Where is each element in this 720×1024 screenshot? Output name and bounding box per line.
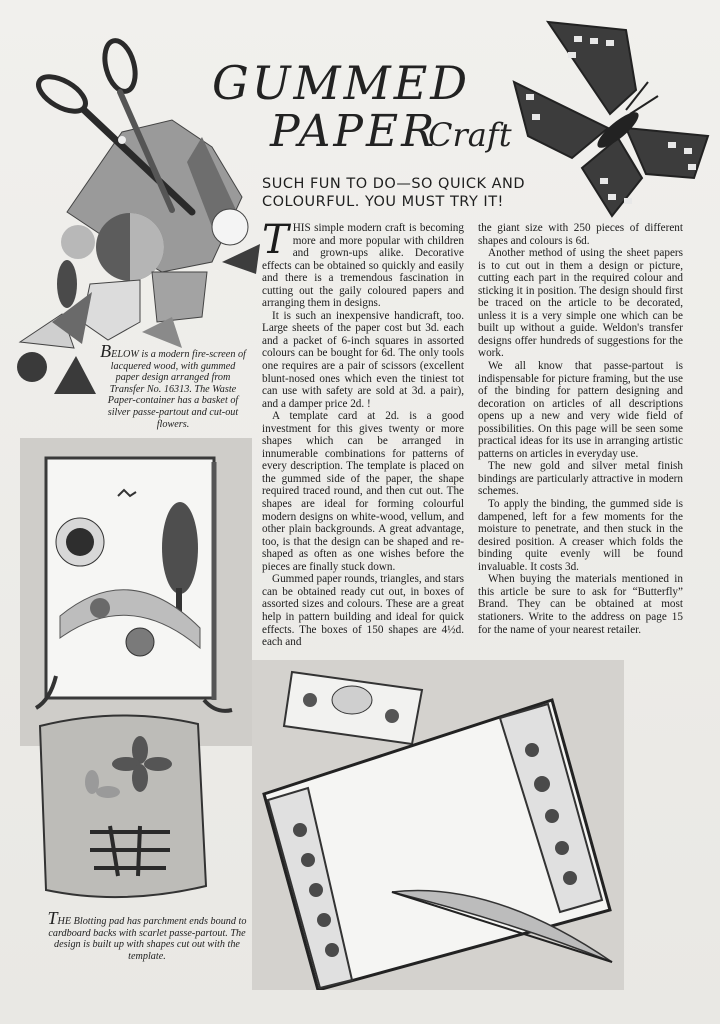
article-paragraph: HIS simple modern craft is becoming more and more popular with children and grown-ups alike. Decorative effects can be obtained so quickly and easily and there is a tremendous fascination in cutting out the gaily coloured papers and arranging them in designs. xyxy=(262,222,464,310)
article-paragraph: Another method of using the sheet papers is to cut out in them a design or picture, cutting each part in the required colour and sticking it in position. The design should first be traced on the article to be decorated, unless it is a very simple one which can be built up without a guide. Weldon's transfer designs offer hundreds of suggestions for the work. xyxy=(478,247,683,360)
article-paragraph: When buying the materials mentioned in this article be sure to ask for “Butterfly” Brand. They can be obtained at most stationers. Write to the address on page 15 for the name of your nearest retailer. xyxy=(478,573,683,636)
caption-dropcap: T xyxy=(47,908,58,928)
subtitle: SUCH FUN TO DO—SO QUICK AND COLOURFUL. YOU MUST TRY IT! xyxy=(262,176,526,210)
article-dropcap: T xyxy=(262,217,289,263)
article-paragraph: To apply the binding, the gummed side is dampened, left for a few moments for the moisture to penetrate, and then stuck in the desired position. A creaser which folds the binding quite evenly will be found invaluable. It costs 3d. xyxy=(478,498,683,573)
title-craft: Craft xyxy=(428,116,512,154)
caption-dropcap: B xyxy=(100,341,112,361)
butterfly-icon xyxy=(508,18,714,218)
article-paragraph: It is such an inexpensive handicraft, too. Large sheets of the paper cost but 3d. each and a packet of 6-inch squares in assorted colours can be bought for 6d. The only tools one requires are a pair of scissors (excellent blunt-nosed ones which even the tiniest tot can use with safety are sold at 3d. a pair), and a damper price 2d. ! xyxy=(262,309,464,410)
article-paragraph: the giant size with 250 pieces of different shapes and colours is 6d. xyxy=(478,222,683,247)
article-paragraph: We all know that passe-partout is indispensable for picture framing, but the use of the binding for pattern designing and decoration on articles of all descriptions opens up a new and very wide field of possibilities. On this page will be seen some practical ideas for its use in arranging artistic patterns on articles in everyday use. xyxy=(478,360,683,460)
title-gummed: GUMMED xyxy=(212,56,471,110)
article-column-2 xyxy=(478,222,683,636)
article-paragraph: A template card at 2d. is a good investment for this gives twenty or more shapes which can be arranged in innumerable combinations for patterns of every description. The template is placed on the gummed side of the paper, the shape required traced round, and then cut out. The shapes are ideal for forming colourful modern designs on white-wood, vellum, and other plain backgrounds. A great advantage, too, is that the design can be shaped and re-shaped as often as one wishes before the pieces are finally stuck down. xyxy=(262,410,464,573)
scissors-and-shapes-illustration xyxy=(12,22,262,400)
caption-text: ELOW is a modern fire-screen of lacquered wood, with gummed paper design arranged from Transfer No. 16313. The Waste Paper-container has a basket of silver passe-partout and cut-out flowers. xyxy=(107,349,246,430)
article-paragraph: Gummed paper rounds, triangles, and stars can be obtained ready cut out, in boxes of assorted sizes and colours. These are a great help in pattern building and ideal for quick effects. The boxes of 150 shapes are 4½d. each and xyxy=(262,573,464,649)
title-paper: PAPER xyxy=(270,106,438,157)
firescreen-photo xyxy=(20,438,252,746)
blotting-pad-illustration xyxy=(252,660,624,990)
article-paragraph: The new gold and silver metal finish bindings are particularly attractive in modern schemes. xyxy=(478,460,683,498)
caption-text: HE Blotting pad has parchment ends bound to cardboard backs with scarlet passe-partout. The design is built up with shapes cut out with the template. xyxy=(48,916,247,962)
caption-blotting-pad xyxy=(44,908,250,962)
waste-paper-container-illustration xyxy=(30,706,220,906)
firescreen-illustration xyxy=(20,438,252,746)
caption-firescreen xyxy=(98,341,248,430)
blotting-pad-photo xyxy=(252,660,624,990)
article-column-1 xyxy=(262,217,464,649)
